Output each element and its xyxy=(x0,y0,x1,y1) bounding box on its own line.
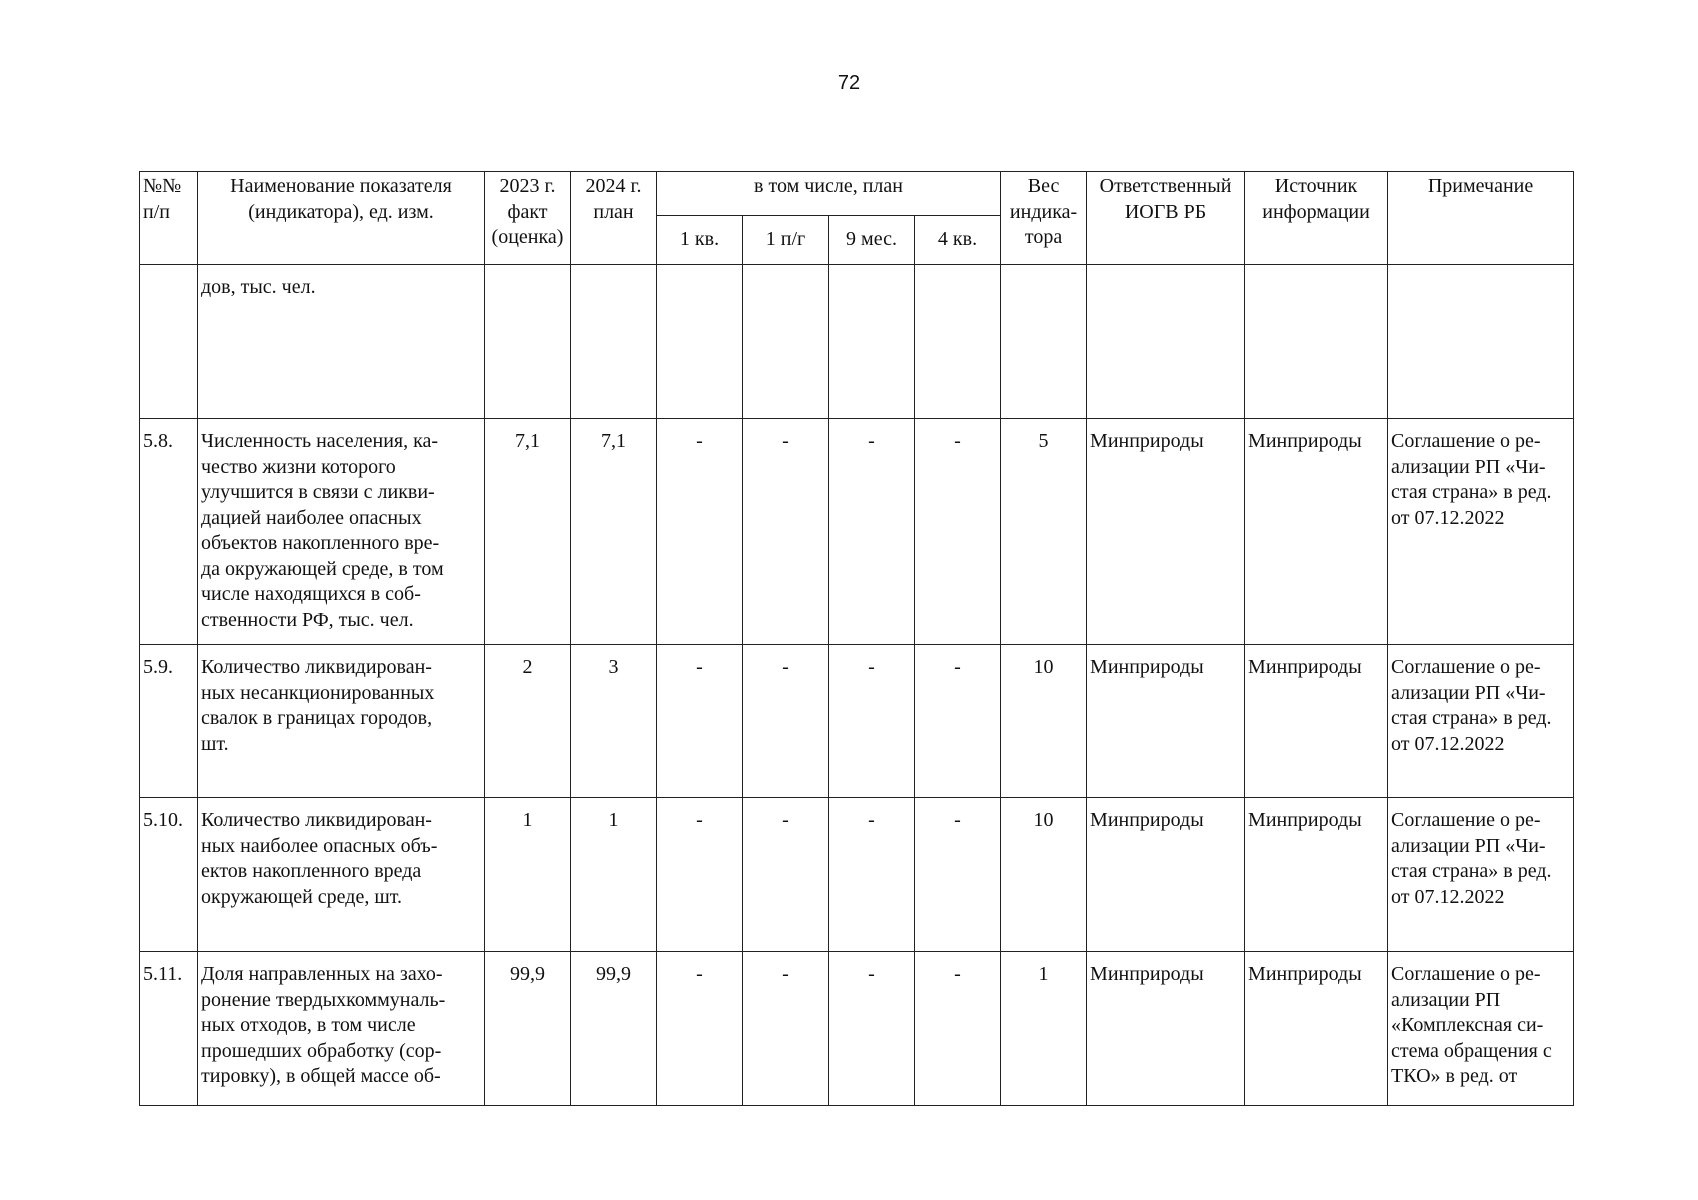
page-number: 72 xyxy=(837,72,861,94)
cell-source: Минприроды xyxy=(1245,645,1388,798)
cell-name: Количество ликвидирован- ных несанкционированных свалок в границах городов, шт. xyxy=(198,645,485,798)
header-9m: 9 мес. xyxy=(829,216,915,265)
header-h1: 1 п/г xyxy=(743,216,829,265)
cell-9m: - xyxy=(829,419,915,645)
cell-plan xyxy=(571,265,657,419)
cell-q1: - xyxy=(657,798,743,952)
cell-num: 5.10. xyxy=(140,798,198,952)
cell-note xyxy=(1388,265,1574,419)
cell-q4: - xyxy=(915,952,1001,1106)
cell-num: 5.8. xyxy=(140,419,198,645)
table-body xyxy=(140,265,1574,1106)
cell-note: Соглашение о ре- ализации РП «Чи- стая страна» в ред. от 07.12.2022 xyxy=(1388,419,1574,645)
table-row xyxy=(140,419,1574,645)
cell-note: Соглашение о ре- ализации РП «Чи- стая страна» в ред. от 07.12.2022 xyxy=(1388,645,1574,798)
cell-9m: - xyxy=(829,645,915,798)
cell-fact xyxy=(485,265,571,419)
cell-source: Минприроды xyxy=(1245,419,1388,645)
header-incl-plan: в том числе, план xyxy=(657,172,1001,216)
cell-q4: - xyxy=(915,419,1001,645)
cell-note: Соглашение о ре- ализации РП «Чи- стая страна» в ред. от 07.12.2022 xyxy=(1388,798,1574,952)
header-q1: 1 кв. xyxy=(657,216,743,265)
cell-h1: - xyxy=(743,952,829,1106)
cell-q1 xyxy=(657,265,743,419)
cell-name: Доля направленных на захо- ронение твердыхкоммуналь- ных отходов, в том числе прошедших обработку (сор- тировку), в общей массе об- xyxy=(198,952,485,1106)
cell-plan: 99,9 xyxy=(571,952,657,1106)
cell-weight xyxy=(1001,265,1087,419)
cell-fact: 7,1 xyxy=(485,419,571,645)
header-num: №№ п/п xyxy=(140,172,198,265)
cell-source xyxy=(1245,265,1388,419)
cell-weight: 1 xyxy=(1001,952,1087,1106)
cell-9m: - xyxy=(829,952,915,1106)
table-header xyxy=(140,172,1574,265)
table-row xyxy=(140,645,1574,798)
cell-q1: - xyxy=(657,645,743,798)
table-row xyxy=(140,798,1574,952)
cell-plan: 7,1 xyxy=(571,419,657,645)
header-note: Примечание xyxy=(1388,172,1574,265)
header-q4: 4 кв. xyxy=(915,216,1001,265)
cell-9m xyxy=(829,265,915,419)
cell-h1 xyxy=(743,265,829,419)
cell-weight: 10 xyxy=(1001,645,1087,798)
cell-name: дов, тыс. чел. xyxy=(198,265,485,419)
header-weight: Вес индика-тора xyxy=(1001,172,1087,265)
header-plan-2024: 2024 г. план xyxy=(571,172,657,265)
cell-fact: 2 xyxy=(485,645,571,798)
cell-q4: - xyxy=(915,798,1001,952)
header-responsible: Ответственный ИОГВ РБ xyxy=(1087,172,1245,265)
cell-q1: - xyxy=(657,419,743,645)
cell-num: 5.11. xyxy=(140,952,198,1106)
cell-num xyxy=(140,265,198,419)
cell-fact: 99,9 xyxy=(485,952,571,1106)
cell-name: Численность населения, ка- чество жизни которого улучшится в связи с ликви- дацией наиболее опасных объектов накопленного вре- да окружающей среде, в том числе находящихся в соб- ственности РФ, тыс. чел. xyxy=(198,419,485,645)
header-source: Источник информации xyxy=(1245,172,1388,265)
cell-h1: - xyxy=(743,798,829,952)
cell-9m: - xyxy=(829,798,915,952)
header-fact-2023: 2023 г. факт (оценка) xyxy=(485,172,571,265)
cell-name: Количество ликвидирован- ных наиболее опасных объ- ектов накопленного вреда окружающей среде, шт. xyxy=(198,798,485,952)
cell-fact: 1 xyxy=(485,798,571,952)
cell-responsible xyxy=(1087,265,1245,419)
indicators-table xyxy=(139,171,1574,1106)
cell-q4: - xyxy=(915,645,1001,798)
cell-h1: - xyxy=(743,645,829,798)
cell-weight: 10 xyxy=(1001,798,1087,952)
cell-plan: 1 xyxy=(571,798,657,952)
cell-responsible: Минприроды xyxy=(1087,419,1245,645)
cell-plan: 3 xyxy=(571,645,657,798)
cell-h1: - xyxy=(743,419,829,645)
cell-responsible: Минприроды xyxy=(1087,798,1245,952)
cell-source: Минприроды xyxy=(1245,798,1388,952)
cell-note: Соглашение о ре- ализации РП «Комплексная си- стема обращения с ТКО» в ред. от xyxy=(1388,952,1574,1106)
header-name: Наименование показателя (индикатора), ед. изм. xyxy=(198,172,485,265)
cell-responsible: Минприроды xyxy=(1087,952,1245,1106)
table-row xyxy=(140,265,1574,419)
cell-q1: - xyxy=(657,952,743,1106)
table-row xyxy=(140,952,1574,1106)
cell-responsible: Минприроды xyxy=(1087,645,1245,798)
cell-num: 5.9. xyxy=(140,645,198,798)
cell-q4 xyxy=(915,265,1001,419)
cell-weight: 5 xyxy=(1001,419,1087,645)
cell-source: Минприроды xyxy=(1245,952,1388,1106)
